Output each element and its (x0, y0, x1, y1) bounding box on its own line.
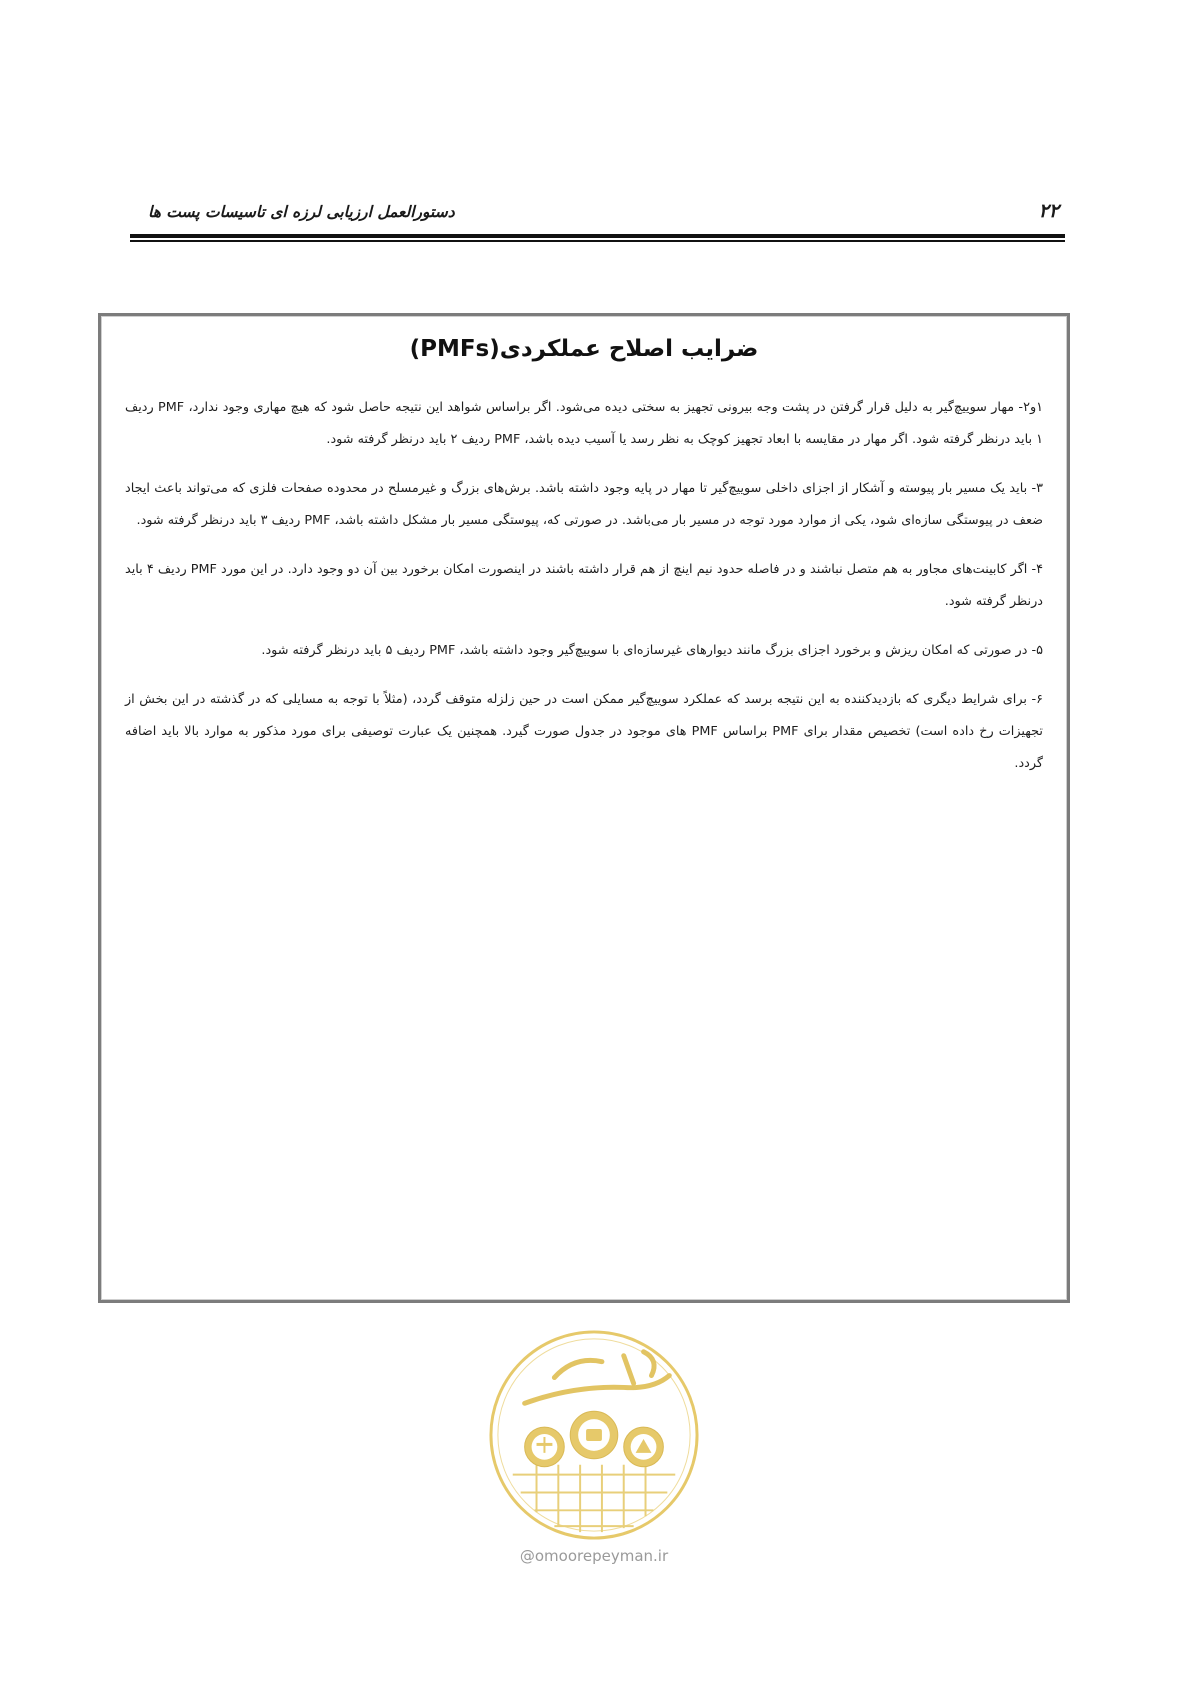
header-rule-thick (130, 234, 1065, 238)
paragraph-5: ۵- در صورتی که امکان ریزش و برخورد اجزای بزرگ مانند دیوارهای غیرسازه‌ای با سوییچ‌گیر وجود داشته باشد، PMF ردیف ۵ باید درنظر گرفته شود. (261, 643, 1043, 658)
header-rule-thin (130, 240, 1065, 242)
page-number: ۲۲ (1038, 200, 1059, 222)
paragraph-1-2: ۱و۲- مهار سوییچ‌گیر به دلیل قرار گرفتن در پشت وجه بیرونی تجهیز به سختی دیده می‌شود. اگر براساس شواهد این نتیجه حاصل شود که هیچ مهاری وجود ندارد، PMF ردیف ۱ باید درنظر گرفته شود. اگر مهار در مقایسه با ابعاد تجهیز کوچک به نظر رسد یا آسیب دیده باشد، PMF ردیف ۲ باید درنظر گرفته شود. (125, 400, 1043, 447)
logo-caption: @omoorepeyman.ir (519, 1547, 669, 1565)
paragraph-4: ۴- اگر کابینت‌های مجاور به هم متصل نباشند و در فاصله حدود نیم اینچ از هم قرار داشته باشند در اینصورت امکان برخورد بین آن دو وجود دارد. در این مورد PMF ردیف ۴ باید درنظر گرفته شود. (125, 562, 1043, 609)
section-title: ضرایب اصلاح عملکردی(PMFs) (409, 336, 759, 362)
omoorepeyman-logo (485, 1326, 703, 1544)
page-header (130, 196, 1065, 236)
paragraph-3: ۳- باید یک مسیر بار پیوسته و آشکار از اجزای داخلی سوییچ‌گیر تا مهار در پایه وجود داشته باشد. برش‌های بزرگ و غیرمسلح در محدوده صفحات فلزی که می‌تواند باعث ایجاد ضعف در پیوستگی سازه‌ای شود، یکی از موارد مورد توجه در مسیر بار می‌باشد. در صورتی که، پیوستگی مسیر بار مشکل داشته باشد، PMF ردیف ۳ باید درنظر گرفته شود. (125, 481, 1043, 528)
content-box (98, 313, 1070, 1303)
paragraph-list (125, 392, 1043, 797)
paragraph-6: ۶- برای شرایط دیگری که بازدیدکننده به این نتیجه برسد که عملکرد سوییچ‌گیر ممکن است در حین زلزله متوقف گردد، (مثلاً با توجه به مسایلی که در گذشته در این بخش از تجهیزات رخ داده است) تخصیص مقدار برای PMF براساس PMF های موجود در جدول صورت گیرد. همچنین یک عبارت توصیفی برای مورد مذکور به موارد بالا باید اضافه گردد. (125, 692, 1043, 771)
running-title: دستورالعمل ارزیابی لرزه ای تاسیسات پست ها (148, 202, 455, 221)
